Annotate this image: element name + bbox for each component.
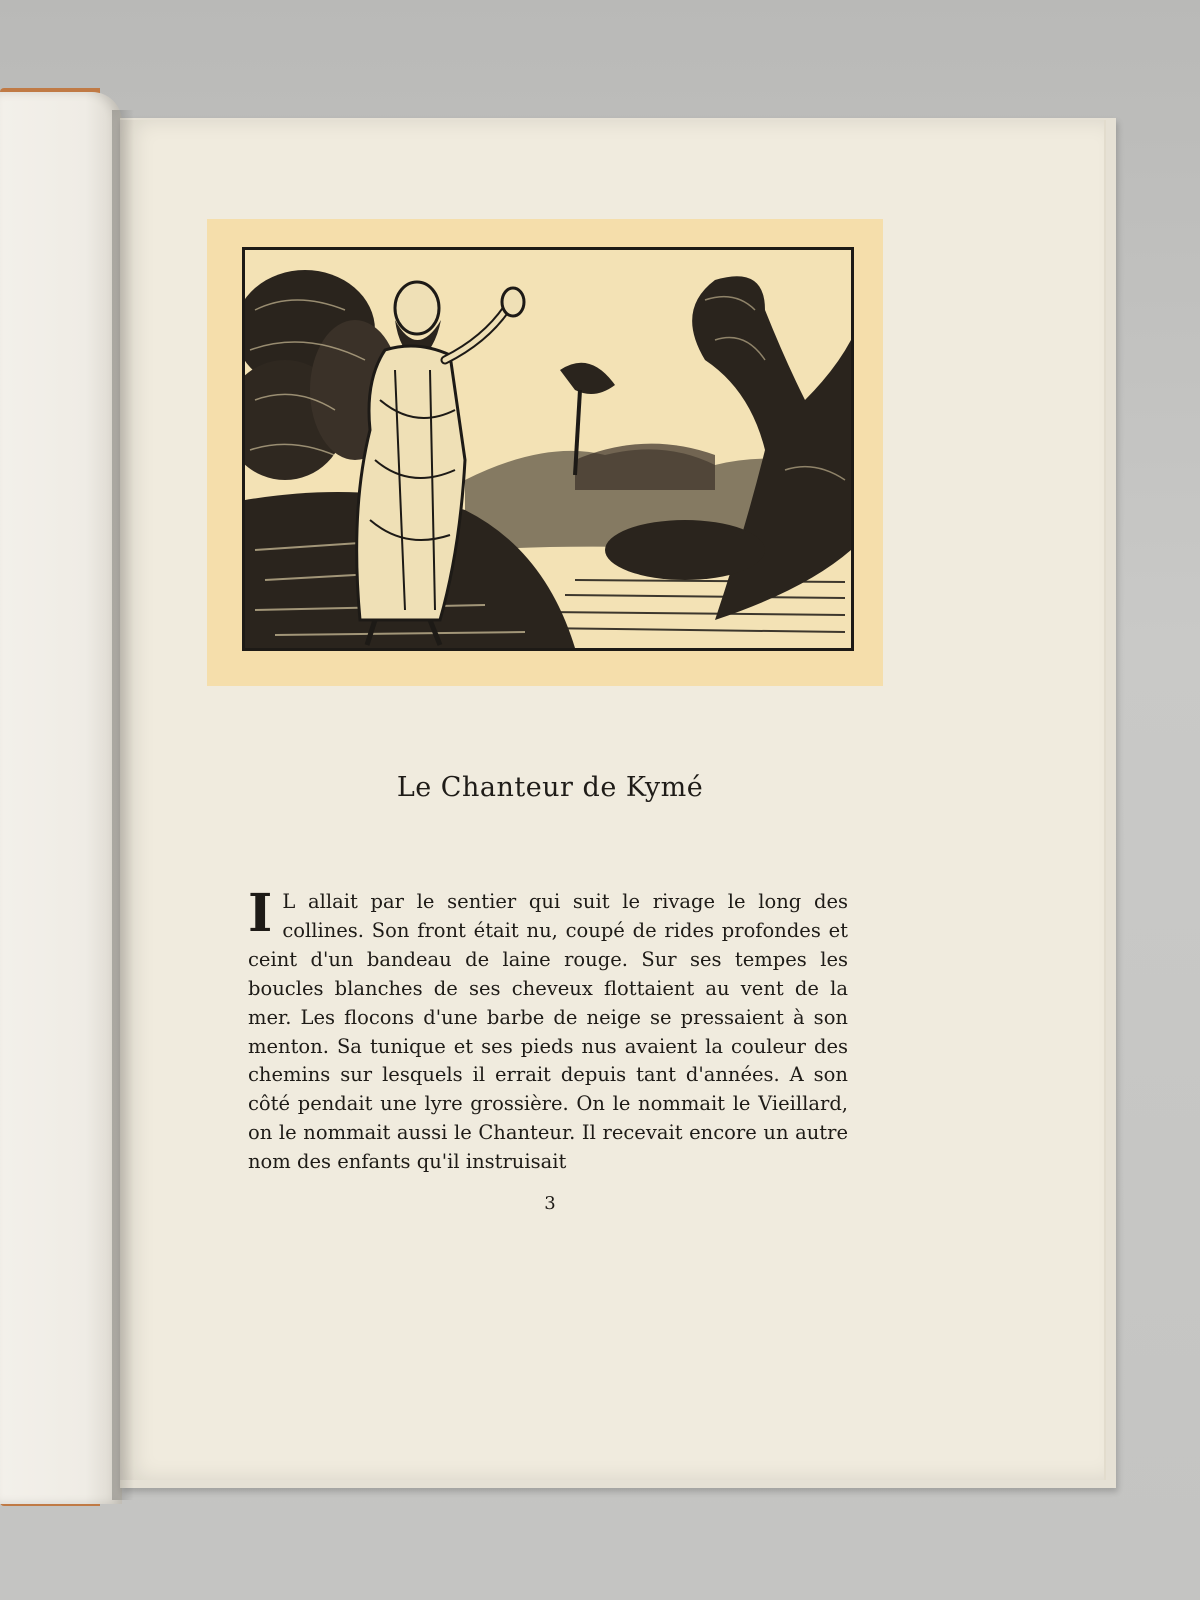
- first-line: L allait par le sentier qui suit le rivage le long des collines.: [282, 890, 848, 942]
- page-title: Le Chanteur de Kymé: [396, 772, 704, 803]
- illustration-plate: [207, 219, 883, 686]
- paragraph-text: Son front était nu, coupé de rides profondes et ceint d'un bandeau de laine rouge. Sur ses tempes les boucles blanches de ses cheveux flottaient au vent de la mer. Les flocons d'une barbe de neige se pressaient à son menton. Sa tunique et ses pieds nus avaient la couleur des chemins sur lesquels il errait depuis tant d'années. A son côté pendait une lyre grossière. On le nommait le Vieillard, on le nommait aussi le Chanteur. Il recevait encore un autre nom des enfants qu'il instruisait: [248, 918, 848, 1174]
- drop-cap: I: [248, 883, 273, 944]
- body-paragraph: [248, 883, 848, 1177]
- page-number: 3: [544, 1193, 556, 1214]
- woodcut-image: [245, 250, 851, 648]
- left-page: [0, 92, 122, 1504]
- show-through-text: [248, 690, 848, 718]
- woodcut-illustration: [242, 247, 854, 651]
- gutter-shadow: [112, 110, 134, 1500]
